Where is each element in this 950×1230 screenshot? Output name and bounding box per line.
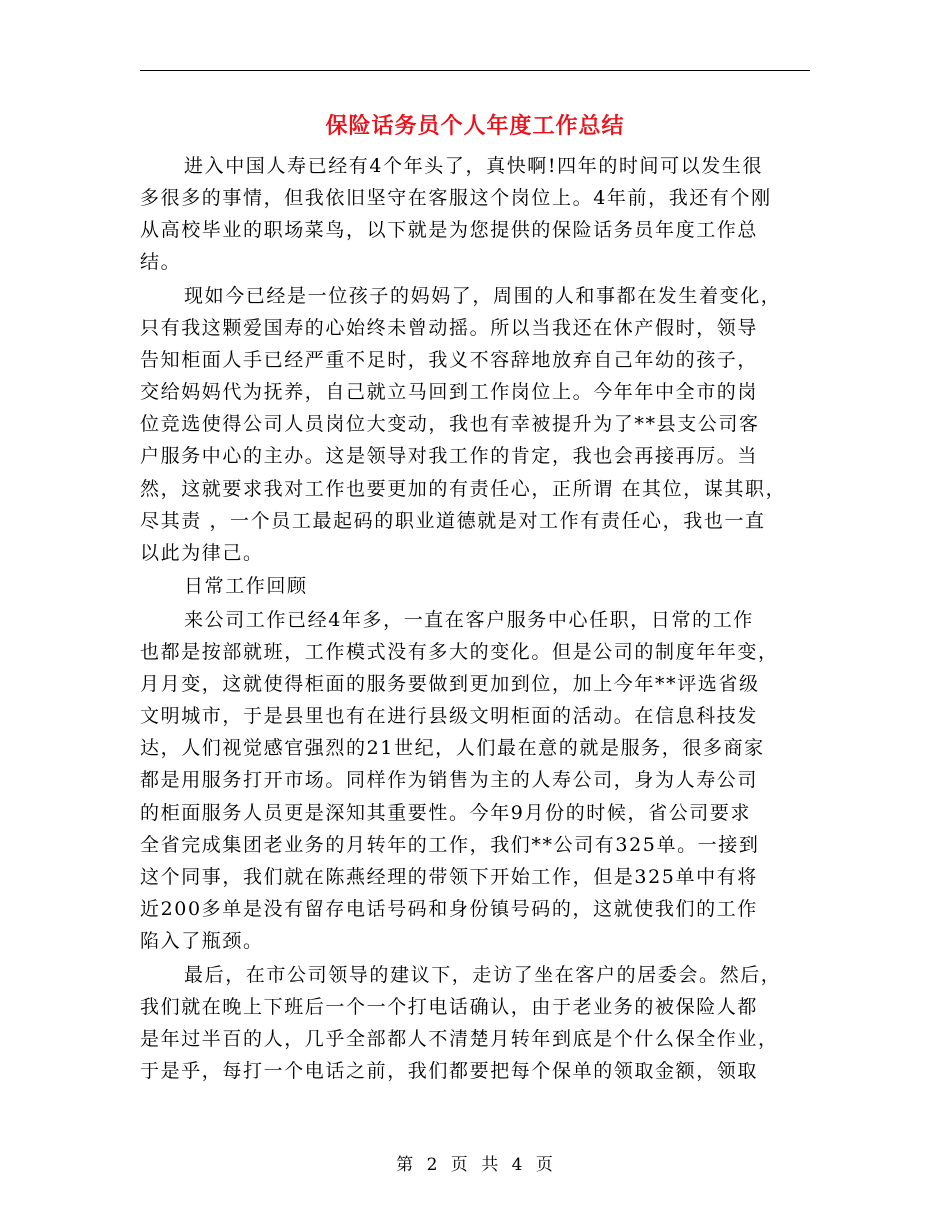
page-footer xyxy=(0,1152,950,1178)
text-line: 近200多单是没有留存电话号码和身份镇号码的，这就使我们的工作 xyxy=(140,897,758,920)
text-line: 达，人们视觉感官强烈的21世纪，人们最在意的就是服务，很多商家 xyxy=(140,737,765,760)
footer-word-ye: 页 xyxy=(450,1155,469,1175)
text-line: 于是乎，每打一个电话之前，我们都要把每个保单的领取金额，领取 xyxy=(140,1059,759,1082)
text-line: 告知柜面人手已经严重不足时，我义不容辞地放弃自己年幼的孩子， xyxy=(140,349,759,372)
text-line: 日常工作回顾 xyxy=(184,575,308,598)
text-line: 从高校毕业的职场菜鸟，以下就是为您提供的保险话务员年度工作总 xyxy=(140,219,759,242)
footer-word-di: 第 xyxy=(396,1155,415,1175)
text-line: 都是用服务打开市场。同样作为销售为主的人寿公司，身为人寿公司 xyxy=(140,769,759,792)
text-line: 结。 xyxy=(140,251,182,274)
text-line: 户服务中心的主办。这是领导对我工作的肯定，我也会再接再厉。当 xyxy=(140,445,759,468)
text-line: 是年过半百的人，几乎全部都人不清楚月转年到底是个什么保全作业， xyxy=(140,1027,779,1050)
text-line: 尽其责 ，一个员工最起码的职业道德就是对工作有责任心，我也一直 xyxy=(140,509,766,532)
text-line: 的柜面服务人员更是深知其重要性。今年9月份的时候，省公司要求 xyxy=(140,801,752,824)
text-line: 这个同事，我们就在陈燕经理的带领下开始工作，但是325单中有将 xyxy=(140,865,758,888)
text-line: 也都是按部就班，工作模式没有多大的变化。但是公司的制度年年变， xyxy=(140,641,779,663)
text-line: 以此为律己。 xyxy=(140,541,264,564)
text-line: 最后，在市公司领导的建议下，走访了坐在客户的居委会。然后， xyxy=(184,963,782,986)
text-line: 然，这就要求我对工作也要更加的有责任心，正所谓 在其位，谋其职， xyxy=(140,477,787,500)
text-line: 我们就在晚上下班后一个一个打电话确认，由于老业务的被保险人都 xyxy=(140,995,759,1018)
text-line: 现如今已经是一位孩子的妈妈了，周围的人和事都在发生着变化， xyxy=(184,284,782,307)
text-line: 陷入了瓶颈。 xyxy=(140,929,264,952)
document-title: 保险话务员个人年度工作总结 xyxy=(325,113,625,139)
text-line: 文明城市，于是县里也有在进行县级文明柜面的活动。在信息科技发 xyxy=(140,705,759,728)
text-line: 月月变，这就使得柜面的服务要做到更加到位，加上今年**评选省级 xyxy=(140,673,760,696)
text-line: 交给妈妈代为抚养，自己就立马回到工作岗位上。今年年中全市的岗 xyxy=(140,381,759,404)
footer-word-gong: 共 xyxy=(481,1155,500,1175)
footer-word-ye-2: 页 xyxy=(535,1155,554,1175)
footer-page-total: 4 xyxy=(511,1155,524,1175)
text-line: 全省完成集团老业务的月转年的工作，我们**公司有325单。一接到 xyxy=(140,833,760,856)
text-line: 进入中国人寿已经有4个年头了，真快啊!四年的时间可以发生很 xyxy=(184,155,764,177)
text-line: 只有我这颗爱国寿的心始终未曾动摇。所以当我还在休产假时，领导 xyxy=(140,317,759,339)
text-line: 位竞选使得公司人员岗位大变动，我也有幸被提升为了**县支公司客 xyxy=(140,413,760,436)
footer-page-number: 2 xyxy=(426,1155,439,1175)
text-line: 多很多的事情，但我依旧坚守在客服这个岗位上。4年前，我还有个刚 xyxy=(140,187,772,210)
text-line: 来公司工作已经4年多，一直在客户服务中心任职，日常的工作 xyxy=(184,608,754,631)
header-rule xyxy=(140,70,810,71)
